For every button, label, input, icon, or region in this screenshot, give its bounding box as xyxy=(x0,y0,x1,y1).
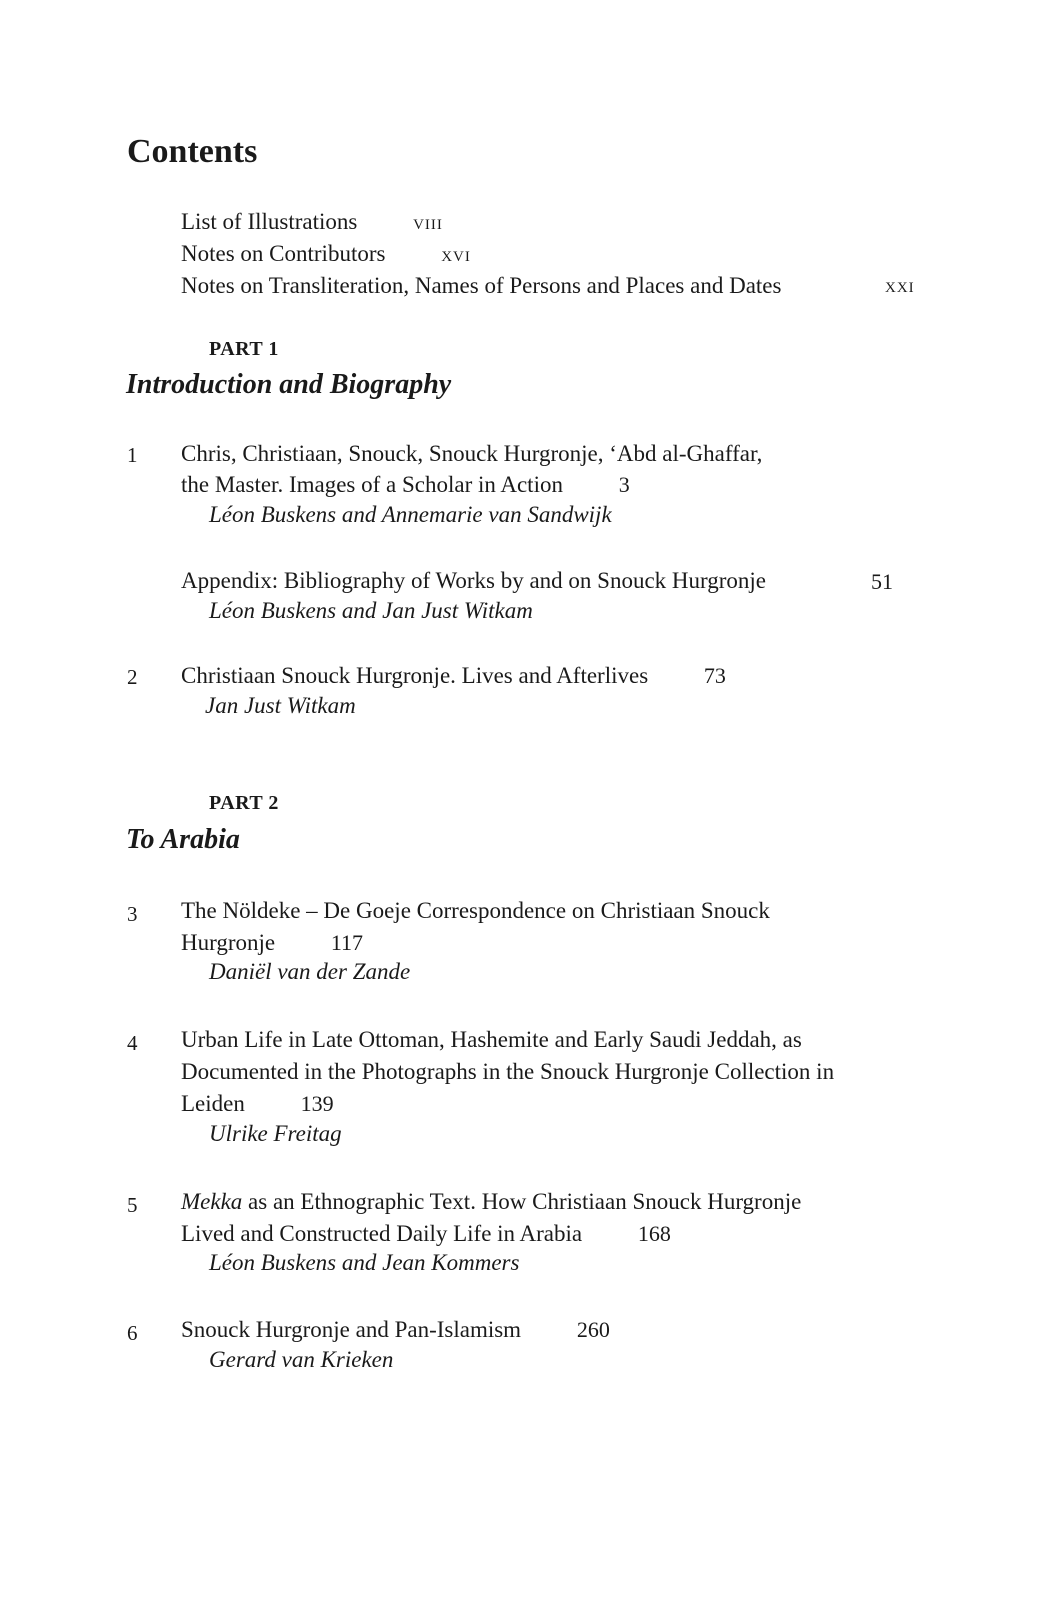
appendix-author: Léon Buskens and Jan Just Witkam xyxy=(209,598,533,623)
toc-entry-page: viii xyxy=(413,209,443,234)
toc-entry-page: xvi xyxy=(441,241,471,266)
appendix-page: 51 xyxy=(871,569,893,594)
chapter-page: 139 xyxy=(300,1091,334,1116)
chapter-author: Daniël van der Zande xyxy=(209,959,411,984)
chapter-number: 4 xyxy=(127,1031,138,1055)
chapter-title-text: Hurgronje xyxy=(181,930,276,955)
chapter-author: Ulrike Freitag xyxy=(209,1121,342,1146)
toc-entry-transliteration[interactable] xyxy=(181,270,781,302)
chapter-title-line[interactable] xyxy=(181,1314,610,1346)
toc-entry-title: Notes on Contributors xyxy=(181,241,386,266)
chapter-number: 5 xyxy=(127,1193,138,1217)
chapter-title-line[interactable] xyxy=(181,1186,801,1218)
part-title: To Arabia xyxy=(126,824,240,855)
chapter-author: Jan Just Witkam xyxy=(205,693,356,718)
chapter-author: Léon Buskens and Jean Kommers xyxy=(209,1250,520,1275)
chapter-author: Léon Buskens and Annemarie van Sandwijk xyxy=(209,502,612,527)
chapter-title-line[interactable]: Documented in the Photographs in the Snouck Hurgronje Collection in xyxy=(181,1059,835,1084)
toc-entry-title: Notes on Transliteration, Names of Persons and Places and Dates xyxy=(181,273,782,298)
part-label: PART 2 xyxy=(209,792,279,814)
chapter-title-text: as an Ethnographic Text. How Christiaan Snouck Hurgronje xyxy=(242,1189,802,1214)
chapter-title-line[interactable]: Chris, Christiaan, Snouck, Snouck Hurgronje, ‘Abd al-Ghaffar, xyxy=(181,441,763,466)
page-title: Contents xyxy=(127,133,258,170)
chapter-title-text: Leiden xyxy=(181,1091,245,1116)
chapter-page: 168 xyxy=(637,1221,671,1246)
chapter-number: 1 xyxy=(127,443,138,467)
chapter-title-line[interactable] xyxy=(181,927,363,959)
toc-entry-contributors[interactable] xyxy=(181,238,471,270)
toc-entry-page: xxi xyxy=(885,272,915,297)
chapter-title-line[interactable] xyxy=(181,469,630,501)
chapter-title-line[interactable] xyxy=(181,1218,671,1250)
chapter-number: 2 xyxy=(127,665,138,689)
chapter-page: 3 xyxy=(618,472,630,497)
chapter-title-text: Snouck Hurgronje and Pan-Islamism xyxy=(181,1317,522,1342)
chapter-title-text: Christiaan Snouck Hurgronje. Lives and Afterlives xyxy=(181,663,649,688)
chapter-title-line[interactable] xyxy=(181,660,726,692)
chapter-title-line[interactable] xyxy=(181,1088,334,1120)
chapter-page: 73 xyxy=(703,663,726,688)
chapter-title-line[interactable]: The Nöldeke – De Goeje Correspondence on Christiaan Snouck xyxy=(181,898,770,923)
chapter-number: 3 xyxy=(127,902,138,926)
chapter-author: Gerard van Krieken xyxy=(209,1347,394,1372)
part-title: Introduction and Biography xyxy=(126,369,452,400)
chapter-page: 260 xyxy=(576,1317,610,1342)
chapter-page: 117 xyxy=(330,930,364,955)
part-label: PART 1 xyxy=(209,338,279,360)
toc-entry-title: List of Illustrations xyxy=(181,209,358,234)
chapter-title-text: the Master. Images of a Scholar in Action xyxy=(181,472,563,497)
chapter-number: 6 xyxy=(127,1321,138,1345)
toc-entry-illustrations[interactable] xyxy=(181,206,443,238)
chapter-title-line[interactable]: Urban Life in Late Ottoman, Hashemite and Early Saudi Jeddah, as xyxy=(181,1027,802,1052)
appendix-title-line[interactable]: Appendix: Bibliography of Works by and on Snouck Hurgronje xyxy=(181,568,767,593)
chapter-title-text: Lived and Constructed Daily Life in Arabia xyxy=(181,1221,583,1246)
chapter-title-italic: Mekka xyxy=(181,1189,243,1214)
